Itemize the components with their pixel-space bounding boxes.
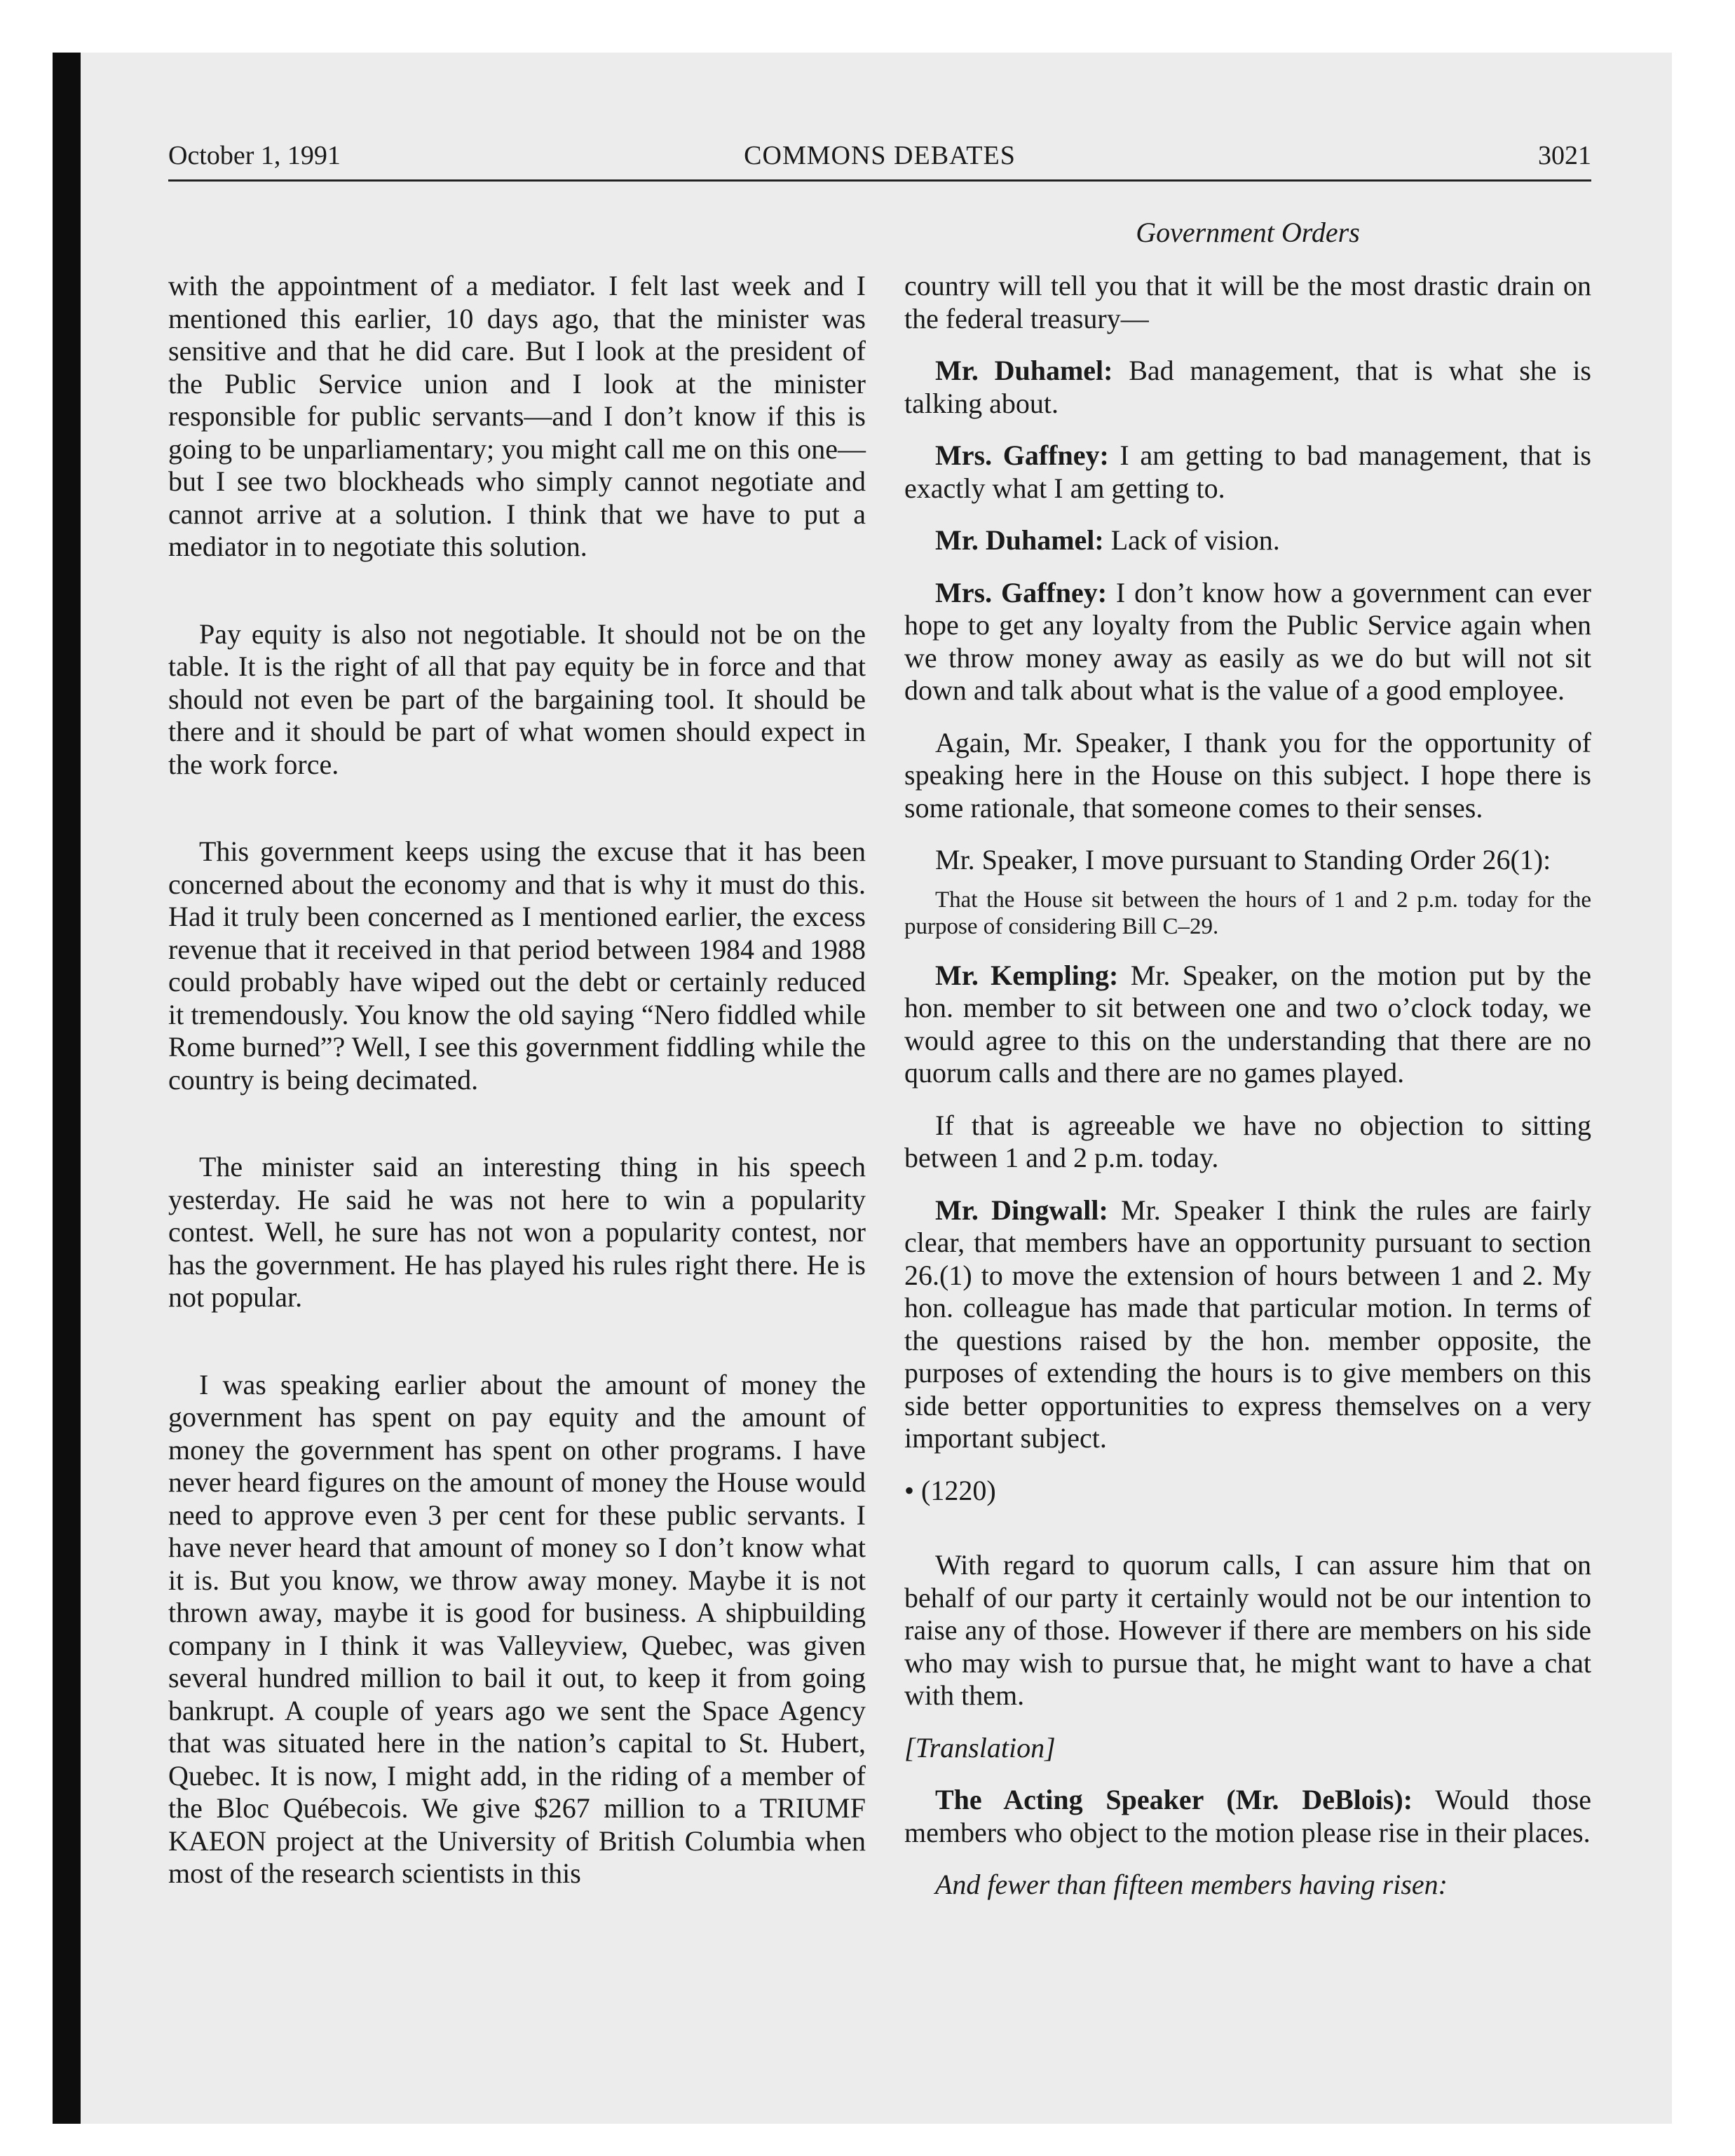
speech-text: I don’t know how a government can ever hope to get any loyalty from the Public Service again when we throw money away as easily as we do but will not sit down and talk about what is the value of a good employee. xyxy=(904,576,1591,706)
speaker-name: Mr. Kempling: xyxy=(935,959,1119,991)
stage-direction: And fewer than fifteen members having risen: xyxy=(935,1869,1448,1900)
paragraph: country will tell you that it will be the most drastic drain on the federal treasury— xyxy=(904,270,1591,334)
paragraph: with the appointment of a mediator. I felt last week and I mentioned this earlier, 10 days ago, that the minister was sensitive and that he did care. But I look at the president of the Public Service union and I look at the minister responsible for public servants—and I don’t know if this is going to be unparliamentary; you might call me on this one—but I see two blockheads who simply cannot negotiate and cannot arrive at a solution. I think that we have to put a mediator in to negotiate this solution. xyxy=(168,270,866,562)
paragraph: With regard to quorum calls, I can assure him that on behalf of our party it certainly would not be our intention to raise any of those. However if there are members on his side who may wish to pursue that, he might want to have a chat with them. xyxy=(904,1549,1591,1711)
header-date: October 1, 1991 xyxy=(168,141,341,170)
speech-text: Would those members who object to the motion please rise in their places. xyxy=(904,1784,1591,1848)
paragraph: I was speaking earlier about the amount of money the government has spent on pay equity and the amount of money the government has spent on other programs. I have never heard figures on the amount of money the House would need to approve even 3 per cent for these public servants. I have never heard that amount of money so I don’t know what it is. But you know, we throw away money. Maybe it is not thrown away, maybe it is good for business. A shipbuilding company in I think it was Valleyview, Quebec, was given several hundred million to bail it out, to keep it from going bankrupt. A couple of years ago we sent the Space Agency that was situated here in the nation’s capital to St. Hubert, Quebec. It is now, I might add, in the riding of a member of the Bloc Québecois. We give $267 million to a TRIUMF KAEON project at the University of British Columbia when most of the research scientists in this xyxy=(168,1368,866,1889)
speaker-name: Mr. Duhamel: xyxy=(935,524,1104,556)
speech-paragraph xyxy=(904,355,1591,420)
speaker-name: The Acting Speaker (Mr. DeBlois): xyxy=(935,1784,1413,1815)
speech-paragraph xyxy=(904,1194,1591,1455)
speech-paragraph xyxy=(904,1784,1591,1849)
translation-marker: [Translation] xyxy=(904,1731,1056,1763)
speech-text: Mr. Speaker, on the motion put by the hon. member to sit between one and two o’clock today, we would agree to this on the understanding that there are no quorum calls and there are no games played. xyxy=(904,959,1592,1089)
paragraph: This government keeps using the excuse that it has been concerned about the economy and that is why it must do this. Had it truly been concerned as I mentioned earlier, the excess revenue that it received in that period between 1984 and 1988 could probably have wiped out the debt or certainly reduced it tremendously. You know the old saying “Nero fiddled while Rome burned”? Well, I see this government fiddling while the country is being decimated. xyxy=(168,835,866,1096)
paragraph: Again, Mr. Speaker, I thank you for the opportunity of speaking here in the House on this subject. I hope there is some rationale, that someone comes to their senses. xyxy=(904,726,1591,824)
paragraph: If that is agreeable we have no objection to sitting between 1 and 2 p.m. today. xyxy=(904,1109,1591,1173)
speaker-name: Mr. Duhamel: xyxy=(935,355,1113,386)
right-column xyxy=(904,270,1591,1902)
speaker-name: Mrs. Gaffney: xyxy=(935,576,1108,608)
section-label: Government Orders xyxy=(1136,217,1360,248)
speech-text: I am getting to bad management, that is exactly what I am getting to. xyxy=(904,439,1591,504)
paragraph: The minister said an interesting thing in his speech yesterday. He said he was not here to win a popularity contest. Well, he sure has not won a popularity contest, nor has the government. He has played his rules right there. He is not popular. xyxy=(168,1151,866,1313)
header-rule xyxy=(168,179,1591,182)
speech-paragraph xyxy=(904,524,1591,557)
page-header xyxy=(168,137,1591,179)
motion-text: That the House sit between the hours of 1 and 2 p.m. today for the purpose of considering Bill C–29. xyxy=(904,887,1591,939)
paragraph: Mr. Speaker, I move pursuant to Standing Order 26(1): xyxy=(935,844,1551,875)
publication-title: COMMONS DEBATES xyxy=(744,141,1016,170)
speech-paragraph xyxy=(904,577,1591,707)
speech-paragraph xyxy=(904,439,1591,505)
speech-text: Bad management, that is what she is talking about. xyxy=(904,355,1591,419)
speaker-name: Mrs. Gaffney: xyxy=(935,439,1109,471)
speaker-name: Mr. Dingwall: xyxy=(935,1194,1108,1226)
page-number: 3021 xyxy=(1538,141,1591,170)
speech-paragraph xyxy=(904,960,1591,1090)
paragraph: Pay equity is also not negotiable. It should not be on the table. It is the right of all that pay equity be in force and that should not even be part of the bargaining tool. It should be there and it should be part of what women should expect in the work force. xyxy=(168,618,866,780)
speech-text: Mr. Speaker I think the rules are fairly clear, that members have an opportunity pursuant to section 26.(1) to move the extension of hours between 1 and 2. My hon. colleague has made that particular motion. In terms of the questions raised by the hon. member opposite, the purposes of extending the hours is to give members on this side better opportunities to express themselves on a very important subject. xyxy=(904,1194,1592,1454)
scan-binding-edge xyxy=(53,53,81,2124)
timestamp: • (1220) xyxy=(904,1474,996,1506)
speech-text: Lack of vision. xyxy=(1103,524,1280,556)
left-column xyxy=(168,270,866,1890)
